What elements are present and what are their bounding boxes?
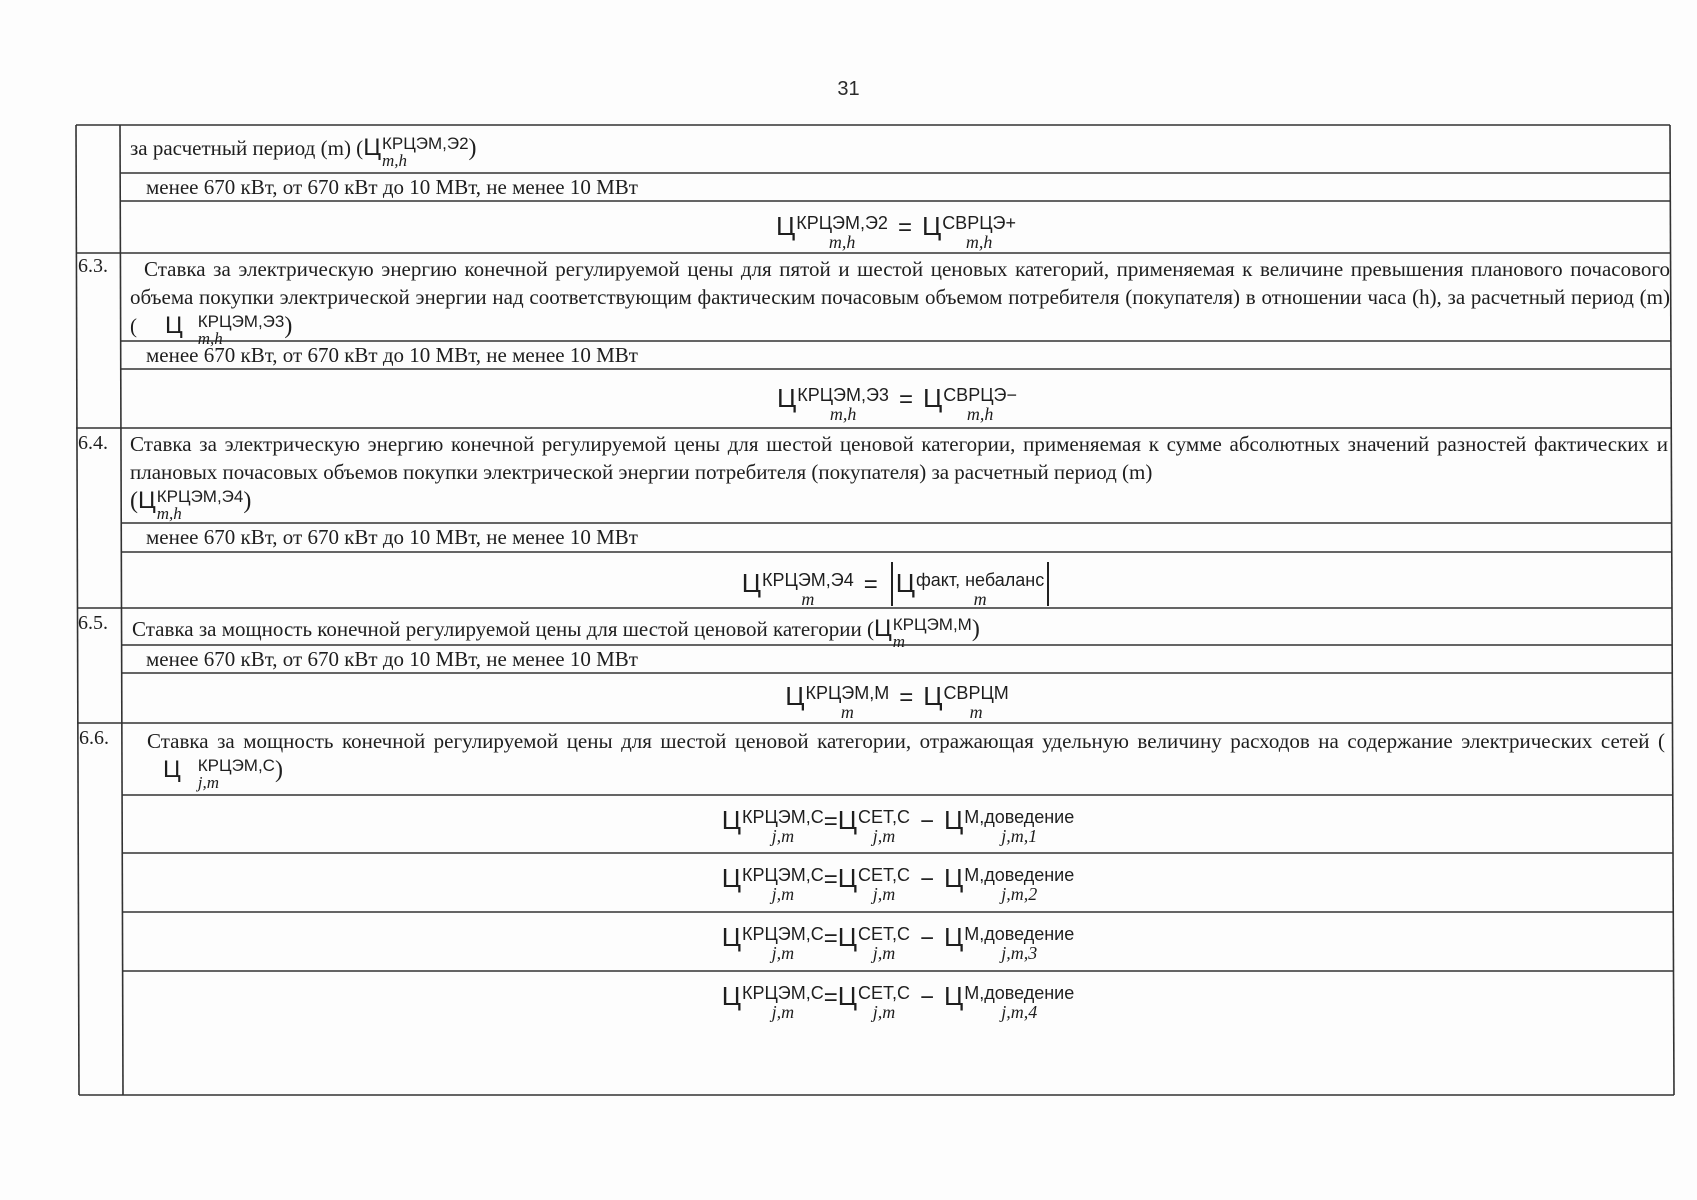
abs-bar-left	[891, 562, 893, 606]
r64-equation: Ц КРЦЭМ,Э4 m = Ц факт, небаланс m	[742, 562, 1052, 615]
r63-equation: Ц КРЦЭМ,Э3 m,h = Ц СВРЦЭ− m,h	[777, 383, 1017, 424]
r66-equation-1: Ц КРЦЭМ,С j,m = Ц СЕТ,С j,m − Ц М,доведение j,m,1	[721, 805, 1075, 846]
r65-equation: Ц КРЦЭМ,М m = Ц СВРЦМ m	[785, 681, 1009, 722]
row-number-6-5: 6.5.	[78, 612, 108, 634]
r65-categories: менее 670 кВт, от 670 кВт до 10 МВт, не менее 10 МВт	[146, 647, 638, 671]
top-desc-cell: за расчетный период (m) ( Ц КРЦЭМ,Э2 m,h )	[122, 125, 1670, 173]
r66-desc: Ставка за мощность конечной регулируемой цены для шестой ценовой категории, отражающая удельную величину расходов на содержание электрических сетей (	[147, 729, 1665, 753]
r66-equation-3: Ц КРЦЭМ,С j,m = Ц СЕТ,С j,m − Ц М,доведение j,m,3	[721, 922, 1075, 963]
top-formula-cell	[122, 201, 1670, 253]
r64-desc: Ставка за электрическую энергию конечной регулируемой цены для шестой ценовой категории, применяемая к сумме абсолютных значений разностей фактических и плановых почасовых объемов покупки электрической энергии потребителя (покупателя) за расчетный период (m)	[130, 432, 1668, 484]
top-categories: менее 670 кВт, от 670 кВт до 10 МВт, не менее 10 МВт	[146, 175, 638, 199]
tariff-table	[76, 125, 1676, 1095]
r65-inline-formula: Ц КРЦЭМ,М m	[873, 615, 972, 651]
top-desc: за расчетный период (m) (	[130, 136, 364, 160]
row-number-6-3: 6.3.	[78, 255, 108, 277]
r63-inline-formula: Ц КРЦЭМ,Э3 m,h	[165, 312, 285, 348]
r64-inline-formula: Ц КРЦЭМ,Э4 m,h	[138, 487, 244, 523]
row-number-6-4: 6.4.	[78, 432, 108, 454]
r63-categories: менее 670 кВт, от 670 кВт до 10 МВт, не менее 10 МВт	[146, 343, 638, 367]
r66-inline-formula: Ц КРЦЭМ,С j,m	[163, 756, 275, 792]
r64-formula-cell	[122, 552, 1672, 608]
r66-formula-cell-4	[123, 971, 1673, 1095]
r65-formula-cell	[122, 673, 1672, 723]
r64-desc-cell: Ставка за электрическую энергию конечной регулируемой цены для шестой ценовой категории, применяемая к сумме абсолютных значений разностей фактических и плановых почасовых объемов покупки электрической энергии потребителя (покупателя) за расчетный период (m) ( Ц КРЦЭМ,Э4 m,h )	[122, 428, 1672, 523]
r63-categories-cell	[122, 341, 1672, 369]
r66-formula-cell-1	[123, 795, 1673, 853]
r65-categories-cell	[122, 645, 1672, 673]
top-inline-formula: Ц КРЦЭМ,Э2 m,h	[363, 134, 469, 170]
top-equation: Ц КРЦЭМ,Э2 m,h = Ц СВРЦЭ+ m,h	[776, 211, 1016, 252]
r66-formula-cell-3	[123, 912, 1673, 971]
r64-categories: менее 670 кВт, от 670 кВт до 10 МВт, не менее 10 МВт	[146, 525, 638, 549]
r63-desc-cell: Ставка за электрическую энергию конечной регулируемой цены для пятой и шестой ценовых категорий, применяемая к величине превышения планового почасового объема покупки электрической энергии над соответствующим фактическим почасовым объемом потребителя (покупателя) в отношении часа (h), за расчетный период (m) ( Ц КРЦЭМ,Э3 m,h )	[122, 253, 1672, 341]
page-number: 31	[837, 78, 860, 100]
r64-categories-cell	[122, 523, 1672, 552]
r63-formula-cell	[122, 369, 1672, 428]
r66-equation-2: Ц КРЦЭМ,С j,m = Ц СЕТ,С j,m − Ц М,доведение j,m,2	[721, 863, 1075, 904]
r66-formula-cell-2	[123, 853, 1673, 912]
top-categories-cell	[122, 173, 1670, 201]
row-number-6-6: 6.6.	[79, 727, 109, 749]
r65-desc: Ставка за мощность конечной регулируемой цены для шестой ценовой категории (	[132, 617, 874, 641]
r63-desc: Ставка за электрическую энергию конечной регулируемой цены для пятой и шестой ценовых категорий, применяемая к величине превышения планового почасового объема покупки электрической энергии над соответствующим фактическим почасовым объемом потребителя (покупателя) в отношении часа (h), за расчетный период (m) (	[130, 257, 1670, 338]
r65-desc-cell: Ставка за мощность конечной регулируемой цены для шестой ценовой категории ( Ц КРЦЭМ,М m )	[122, 608, 1672, 645]
r66-desc-cell: Ставка за мощность конечной регулируемой цены для шестой ценовой категории, отражающая удельную величину расходов на содержание электрических сетей ( Ц КРЦЭМ,С j,m )	[123, 723, 1673, 795]
abs-bar-right	[1047, 562, 1049, 606]
r66-equation-4: Ц КРЦЭМ,С j,m = Ц СЕТ,С j,m − Ц М,доведение j,m,4	[721, 981, 1075, 1022]
